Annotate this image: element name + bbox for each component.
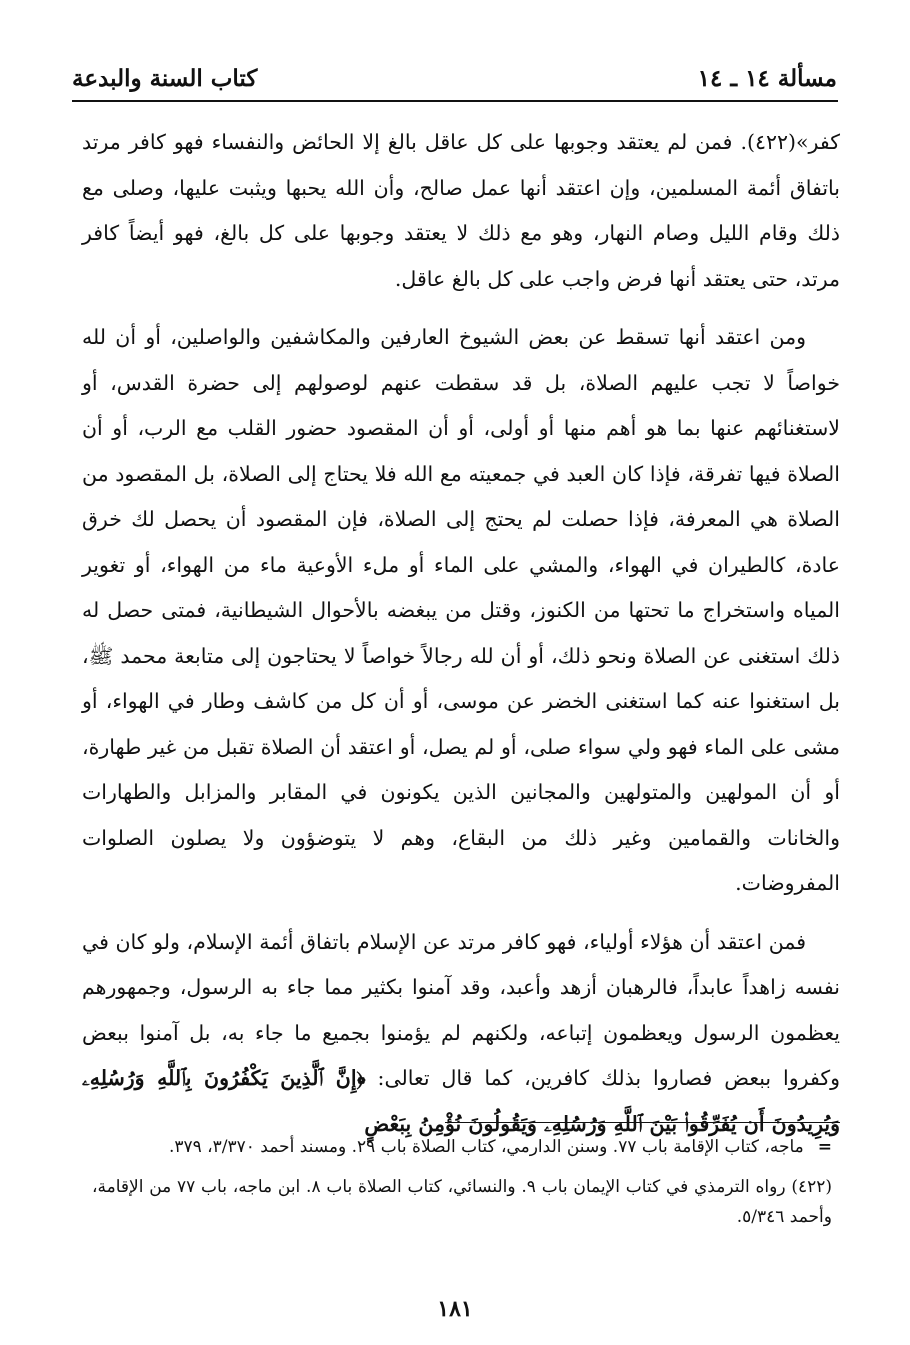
continuation-mark: = — [817, 1137, 832, 1157]
quran-verse: ﴿إِنَّ ٱلَّذِينَ يَكْفُرُونَ بِٱللَّهِ وَرُسُلِهِۦ وَيُرِيدُونَ أَن يُفَرِّقُوا۟ بَيْنَ ٱللَّهِ وَرُسُلِهِۦ وَيَقُولُونَ نُؤْمِنُ بِبَعْضٍ — [82, 1066, 840, 1136]
footnote-rule — [445, 1122, 840, 1123]
header-rule — [72, 100, 838, 102]
main-text — [82, 120, 840, 1147]
page-number: ١٨١ — [437, 1296, 473, 1322]
running-header — [72, 58, 837, 98]
footnote-continuation — [92, 1132, 832, 1162]
footnotes — [92, 1132, 832, 1242]
paragraph-1: كفر»(٤٢٢). فمن لم يعتقد وجوبها على كل عاقل بالغ إلا الحائض والنفساء فهو كافر مرتد باتفاق أئمة المسلمين، وإن اعتقد أنها عمل صالح، وأن الله يحبها ويثبت عليها، وصلى مع ذلك وقام الليل وصام النهار، وهو مع ذلك لا يعتقد وجوبها على كل بالغ، فهو أيضاً كافر مرتد، حتى يعتقد أنها فرض واجب على كل بالغ عاقل. — [82, 130, 840, 291]
paragraph-3 — [82, 920, 840, 1148]
paragraph-3-text: فمن اعتقد أن هؤلاء أولياء، فهو كافر مرتد عن الإسلام باتفاق أئمة الإسلام، ولو كان في نفسه زاهداً عابداً، فالرهبان أزهد وأعبد، وقد آمنوا بكثير مما جاء به الرسول، وجمهورهم يعظمون الرسول ويعظمون إتباعه، ولكنهم لم يؤمنوا بجميع ما جاء به، بل آمنوا ببعض وكفروا ببعض فصاروا بذلك كافرين، كما قال تعالى: — [82, 929, 840, 1090]
footnote-422: (٤٢٢) رواه الترمذي في كتاب الإيمان باب ٩. والنسائي، كتاب الصلاة باب ٨. ابن ماجه، باب ٧٧ من الإقامة، وأحمد ٥/٣٤٦. — [92, 1177, 833, 1227]
book-title: كتاب السنة والبدعة — [72, 64, 258, 92]
paragraph-2: ومن اعتقد أنها تسقط عن بعض الشيوخ العارفين والمكاشفين والواصلين، أو أن لله خواصاً لا تجب عليهم الصلاة، بل قد سقطت عنهم لوصولهم إلى حضرة القدس، أو لاستغنائهم عنها بما هو أهم منها أو أولى، أو أن المقصود حضور القلب مع الرب، أو أن الصلاة فيها تفرقة، فإذا كان العبد في جمعيته مع الله فلا يحتاج إلى الصلاة، بل المقصود من الصلاة هي المعرفة، فإذا حصلت لم يحتج إلى الصلاة، فإن المقصود أن يحصل لك خرق عادة، كالطيران في الهواء، والمشي على الماء أو ملء الأوعية ماء من الهواء، أو تغوير المياه واستخراج ما تحتها من الكنوز، وقتل من يبغضه بالأحوال الشيطانية، فمتى حصل له ذلك استغنى عن الصلاة ونحو ذلك، أو أن لله رجالاً خواصاً لا يحتاجون إلى متابعة محمد ﷺ، بل استغنوا عنه كما استغنى الخضر عن موسى، أو أن كل من كاشف وطار في الهواء، أو مشى على الماء فهو ولي سواء صلى، أو لم يصل، أو اعتقد أن الصلاة تقبل من غير طهارة، أو أن المولهين والمتولهين والمجانين الذين يكونون في المقابر والمزابل والطهارات والخانات والقمامين وغير ذلك من البقاع، وهم لا يتوضؤون ولا يصلون الصلوات المفروضات. — [82, 325, 840, 895]
issue-label: مسألة ١٤ ـ ١٤ — [697, 64, 837, 92]
continuation-text: ماجه، كتاب الإقامة باب ٧٧. وسنن الدارمي، كتاب الصلاة باب ٢٩. ومسند أحمد ٣/٣٧٠، ٣٧٩. — [168, 1137, 804, 1157]
